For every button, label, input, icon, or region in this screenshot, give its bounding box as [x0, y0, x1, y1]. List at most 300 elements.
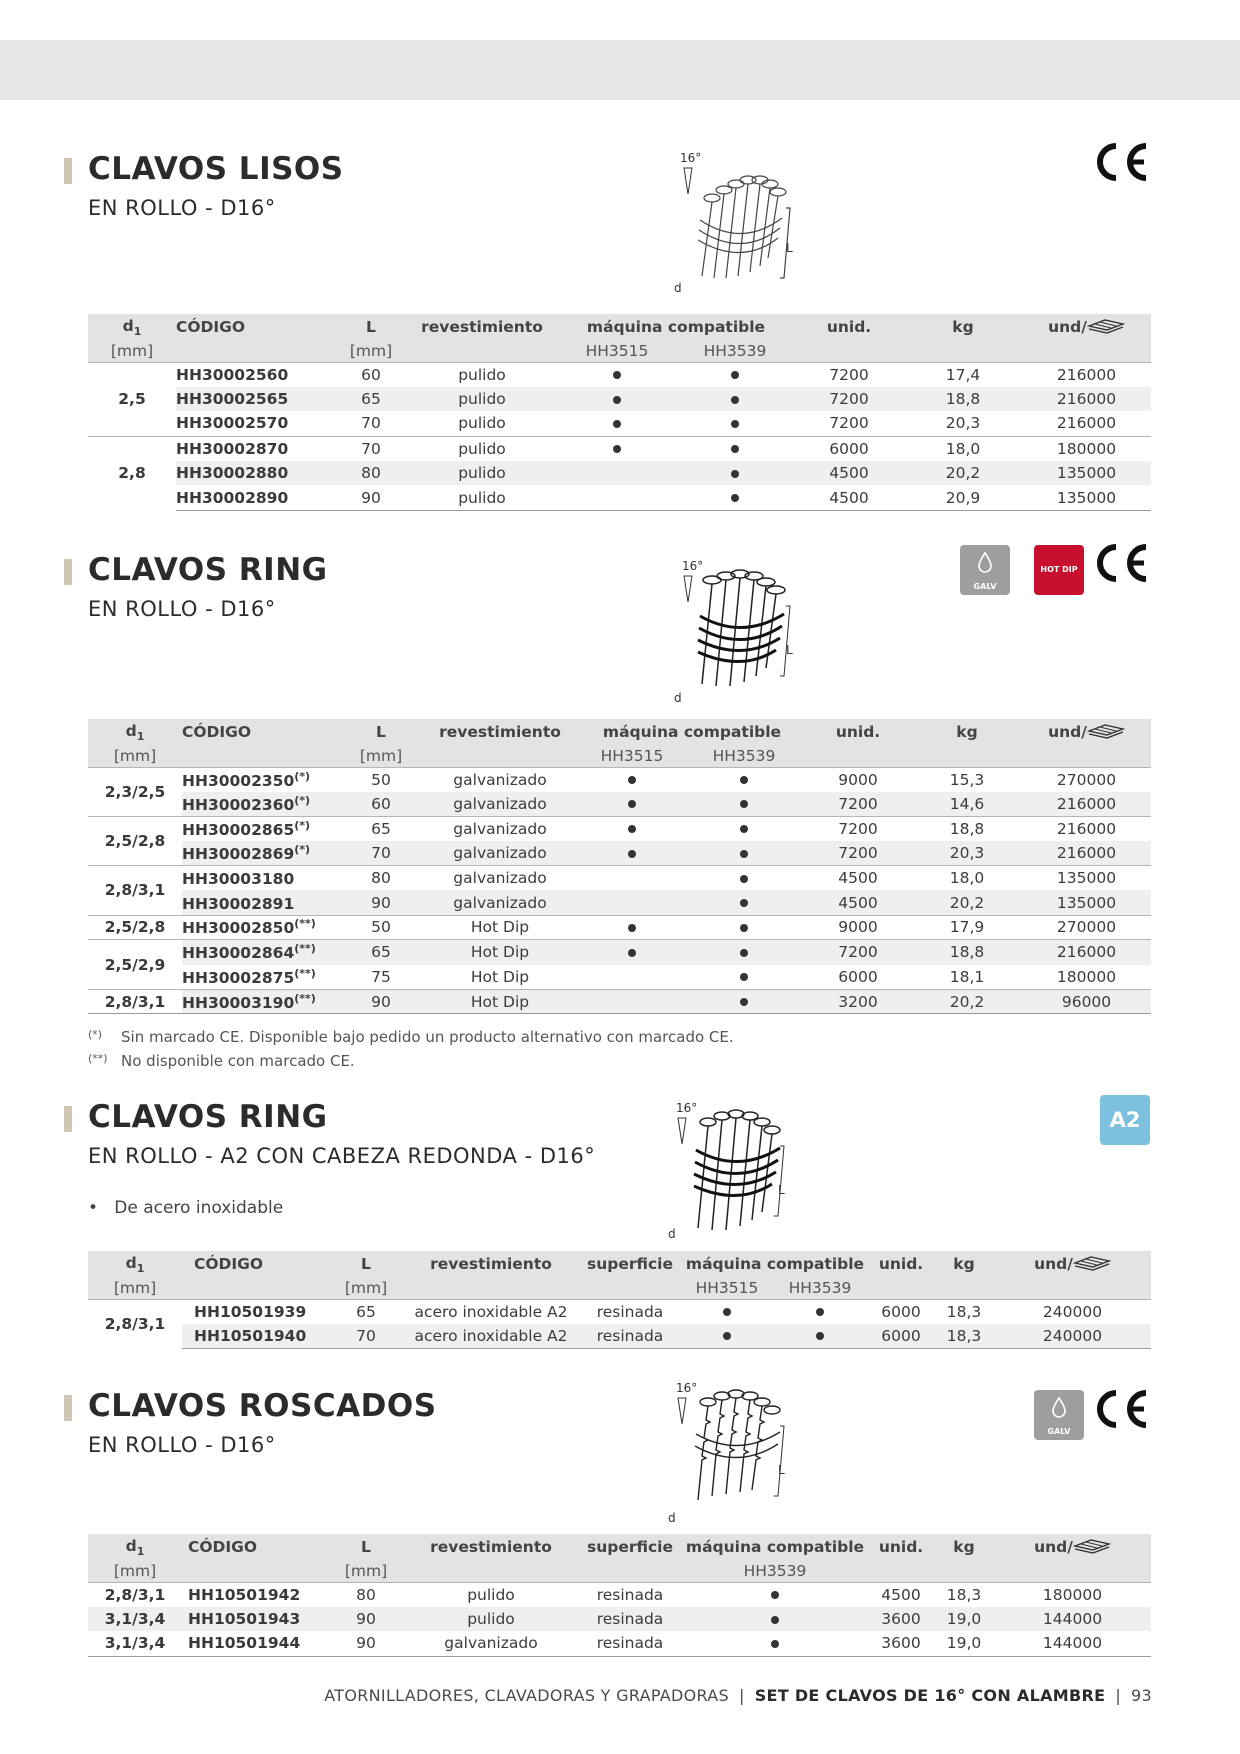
compat-hh3515 [580, 767, 684, 792]
weight-cell: 18,0 [904, 436, 1022, 461]
compat-hh3539 [676, 362, 794, 387]
svg-text:L: L [786, 241, 793, 255]
units-cell: 9000 [838, 770, 878, 789]
code-cell: HH30002891 [182, 890, 342, 915]
drop-icon [977, 551, 993, 573]
diameter-cell: 3,1/3,4 [88, 1631, 182, 1656]
length-cell: 70 [328, 1324, 404, 1349]
diameter-cell: 2,5/2,8 [88, 816, 182, 865]
col-und-pallet: und/ [1022, 314, 1151, 340]
code-cell: HH30002869(*) [182, 841, 342, 866]
galv-badge: GALV [1034, 1390, 1084, 1440]
compat-hh3515 [580, 989, 684, 1014]
coating-cell: Hot Dip [470, 967, 530, 986]
col-d1: $d_1$ [88, 719, 182, 745]
table-row [88, 989, 1151, 1014]
length-cell: 80 [342, 866, 420, 891]
col-und-pallet: und/ [994, 1251, 1151, 1277]
pallet-units-cell: 270000 [1022, 915, 1151, 940]
length-cell: 90 [328, 1607, 404, 1632]
length-cell: 50 [342, 915, 420, 940]
compat-hh3539 [684, 792, 804, 817]
svg-text:L: L [786, 643, 793, 657]
compat-hh3539 [684, 767, 804, 792]
weight-cell: 18,8 [904, 387, 1022, 412]
diameter-cell: 2,3/2,5 [104, 782, 166, 801]
code-cell: HH30003180 [182, 866, 342, 891]
length-cell: 65 [342, 940, 420, 965]
coating-cell: pulido [406, 461, 558, 486]
compat-hh3539 [682, 1582, 868, 1607]
diameter-cell: 2,8/3,1 [88, 989, 182, 1014]
code-cell: HH30002865(*) [182, 816, 342, 841]
section-subtitle: EN ROLLO - D16° [88, 1433, 276, 1457]
col-unid: unid. [868, 1251, 934, 1277]
code-cell: HH30002350(*) [182, 769, 311, 790]
col-d1-unit: [mm] [88, 340, 176, 362]
footer-category: ATORNILLADORES, CLAVADORAS Y GRAPADORAS [324, 1686, 730, 1705]
compat-hh3539 [684, 866, 804, 891]
col-d1: $d_1$ [88, 1534, 182, 1560]
units-cell: 4500 [794, 485, 904, 510]
svg-text:d: d [668, 1511, 676, 1525]
code-cell: HH10501939 [194, 1302, 307, 1321]
coating-cell: pulido [404, 1607, 578, 1632]
col-d1: $d_1$ [88, 1251, 182, 1277]
col-hh3539: HH3539 [772, 1277, 868, 1299]
diameter-cell: 2,5/2,9 [88, 940, 182, 989]
coil-nail-illustration [668, 1378, 798, 1528]
code-cell: HH10501944 [182, 1631, 328, 1656]
footnote: (**) No disponible con marcado CE. [88, 1052, 355, 1070]
compat-hh3515 [558, 387, 676, 412]
coating-cell: pulido [406, 485, 558, 510]
compat-hh3539 [676, 436, 794, 461]
weight-cell: 18,8 [912, 940, 1022, 965]
footer-section: SET DE CLAVOS DE 16° CON ALAMBRE [754, 1686, 1106, 1705]
section-subtitle: EN ROLLO - A2 CON CABEZA REDONDA - D16° [88, 1144, 596, 1168]
length-cell: 90 [342, 890, 420, 915]
col-unid: unid. [868, 1534, 934, 1560]
weight-cell: 17,4 [945, 365, 981, 384]
svg-text:L: L [778, 1183, 785, 1197]
weight-cell: 20,2 [912, 890, 1022, 915]
pallet-units-cell: 96000 [1022, 989, 1151, 1014]
pallet-icon [1073, 1255, 1111, 1273]
compat-hh3539 [676, 387, 794, 412]
section-marker [64, 1106, 72, 1132]
table-row [88, 890, 1151, 915]
pallet-units-cell: 270000 [1056, 770, 1117, 789]
coating-cell: pulido [458, 365, 506, 384]
coil-nail-illustration [672, 148, 802, 298]
units-cell: 4500 [804, 890, 912, 915]
units-cell: 9000 [804, 915, 912, 940]
col-hh3539: HH3539 [682, 1560, 868, 1582]
units-cell: 7200 [794, 387, 904, 412]
product-table [88, 1251, 1151, 1349]
length-cell: 80 [356, 1585, 376, 1604]
col-l: L [328, 1251, 404, 1277]
diameter-cell: 2,8 [88, 436, 176, 510]
coating-cell: pulido [406, 436, 558, 461]
section-subtitle: EN ROLLO - D16° [88, 597, 276, 621]
col-revestimiento: revestimiento [420, 719, 580, 745]
col-hh3539: HH3539 [684, 745, 804, 767]
drop-icon [1051, 1396, 1067, 1418]
svg-text:L: L [778, 1463, 785, 1477]
col-revestimiento: revestimiento [404, 1534, 578, 1560]
surface-cell: resinada [578, 1607, 682, 1632]
compat-hh3515 [580, 866, 684, 891]
coil-nail-illustration [668, 1098, 798, 1248]
code-cell: HH10501943 [182, 1607, 328, 1632]
table-row [88, 1582, 1151, 1607]
pallet-icon [1087, 318, 1125, 336]
col-hh3515: HH3515 [682, 1277, 772, 1299]
product-table [88, 1534, 1151, 1657]
weight-cell: 18,1 [949, 967, 985, 986]
col-unid: unid. [804, 719, 912, 745]
pallet-units-cell: 144000 [994, 1607, 1151, 1632]
coating-cell: pulido [458, 414, 506, 433]
pallet-icon [1087, 723, 1125, 741]
table-row [88, 1607, 1151, 1632]
compat-hh3539 [684, 841, 804, 866]
code-cell: HH30002565 [176, 387, 336, 412]
col-l: L [342, 719, 420, 745]
length-cell: 65 [356, 1302, 376, 1321]
pallet-units-cell: 144000 [994, 1631, 1151, 1656]
galv-badge: GALV [960, 545, 1010, 595]
col-codigo: CÓDIGO [182, 1251, 328, 1277]
col-kg: kg [934, 1251, 994, 1277]
col-superficie: superficie [578, 1251, 682, 1277]
weight-cell: 18,0 [912, 866, 1022, 891]
table-row [88, 1299, 1151, 1324]
surface-cell: resinada [578, 1631, 682, 1656]
weight-cell: 18,3 [946, 1302, 982, 1321]
compat-hh3515 [682, 1299, 772, 1324]
compat-hh3539 [684, 989, 804, 1014]
col-hh3515: HH3515 [580, 745, 684, 767]
table-row [88, 965, 1151, 990]
length-cell: 90 [342, 989, 420, 1014]
weight-cell: 18,3 [934, 1324, 994, 1349]
pallet-icon [1073, 1538, 1111, 1556]
svg-text:d: d [674, 281, 682, 295]
col-codigo: CÓDIGO [176, 314, 336, 340]
compat-hh3539 [682, 1607, 868, 1632]
units-cell: 6000 [794, 436, 904, 461]
page-footer: ATORNILLADORES, CLAVADORAS Y GRAPADORAS | SET DE CLAVOS DE 16° CON ALAMBRE | 93 [324, 1686, 1152, 1705]
weight-cell: 14,6 [912, 792, 1022, 817]
compat-hh3515 [558, 436, 676, 461]
units-cell: 7200 [829, 414, 869, 433]
pallet-units-cell: 216000 [1056, 365, 1117, 384]
svg-text:16°: 16° [682, 559, 704, 573]
product-table [88, 314, 1151, 511]
table-row [88, 940, 1151, 965]
coating-cell: Hot Dip [420, 989, 580, 1014]
col-hh3539: HH3539 [676, 340, 794, 362]
length-cell: 50 [371, 770, 391, 789]
compat-hh3539 [684, 915, 804, 940]
coil-nail-illustration [672, 556, 802, 706]
col-revestimiento: revestimiento [404, 1251, 578, 1277]
weight-cell: 18,3 [946, 1585, 982, 1604]
table-row [88, 915, 1151, 940]
col-revestimiento: revestimiento [406, 314, 558, 340]
col-und-pallet: und/ [1022, 719, 1151, 745]
length-cell: 90 [328, 1631, 404, 1656]
pallet-units-cell: 216000 [1022, 387, 1151, 412]
units-cell: 3600 [868, 1631, 934, 1656]
code-cell: HH30002360(*) [182, 792, 342, 817]
col-l-unit: [mm] [328, 1277, 404, 1299]
compat-hh3515 [580, 816, 684, 841]
pallet-units-cell: 240000 [994, 1324, 1151, 1349]
code-cell: HH10501940 [182, 1324, 328, 1349]
col-hh3515: HH3515 [558, 340, 676, 362]
top-banner [0, 40, 1240, 100]
pallet-units-cell: 216000 [1022, 940, 1151, 965]
length-cell: 60 [342, 792, 420, 817]
code-cell: HH30002570 [176, 414, 289, 433]
pallet-units-cell: 216000 [1056, 414, 1117, 433]
length-cell: 60 [361, 365, 381, 384]
code-cell: HH30003190(**) [182, 989, 342, 1014]
col-d1-unit: [mm] [88, 1560, 182, 1582]
length-cell: 90 [336, 485, 406, 510]
units-cell: 3600 [868, 1607, 934, 1632]
section-title: CLAVOS ROSCADOS [88, 1388, 437, 1424]
weight-cell: 19,0 [934, 1607, 994, 1632]
coating-cell: Hot Dip [420, 940, 580, 965]
compat-hh3515 [580, 890, 684, 915]
col-codigo: CÓDIGO [182, 719, 342, 745]
compat-hh3539 [684, 965, 804, 990]
surface-cell: resinada [578, 1324, 682, 1349]
units-cell: 4500 [804, 866, 912, 891]
pallet-units-cell: 135000 [1022, 461, 1151, 486]
weight-cell: 20,2 [912, 989, 1022, 1014]
units-cell: 7200 [829, 365, 869, 384]
code-cell: HH30002875(**) [182, 966, 316, 987]
coating-cell: acero inoxidable A2 [404, 1324, 578, 1349]
units-cell: 7200 [804, 816, 912, 841]
col-kg: kg [912, 719, 1022, 745]
feature-bullet: • De acero inoxidable [88, 1198, 284, 1218]
col-maquina: máquina compatible [682, 1251, 868, 1277]
ce-mark-icon [1094, 140, 1150, 184]
weight-cell: 19,0 [934, 1631, 994, 1656]
code-cell: HH30002870 [176, 436, 336, 461]
table-row [88, 1631, 1151, 1656]
col-d1: $d_1$ [88, 314, 176, 340]
svg-text:16°: 16° [676, 1101, 698, 1115]
coating-cell: pulido [406, 387, 558, 412]
weight-cell: 20,9 [904, 485, 1022, 510]
length-cell: 65 [342, 816, 420, 841]
table-row [88, 816, 1151, 841]
units-cell: 4500 [881, 1585, 921, 1604]
table-row [88, 461, 1151, 486]
col-maquina: máquina compatible [682, 1534, 868, 1560]
table-row [88, 411, 1151, 436]
section-title: CLAVOS RING [88, 552, 328, 588]
weight-cell: 20,3 [945, 414, 981, 433]
svg-text:d: d [674, 691, 682, 705]
length-cell: 65 [336, 387, 406, 412]
a2-badge: A2 [1100, 1095, 1150, 1145]
code-cell: HH30002864(**) [182, 940, 342, 965]
compat-hh3515 [558, 485, 676, 510]
length-cell: 70 [336, 436, 406, 461]
units-cell: 3200 [804, 989, 912, 1014]
compat-hh3515 [682, 1324, 772, 1349]
weight-cell: 18,8 [912, 816, 1022, 841]
coating-cell: galvanizado [404, 1631, 578, 1656]
table-row [88, 436, 1151, 461]
units-cell: 7200 [804, 940, 912, 965]
compat-hh3539 [684, 816, 804, 841]
units-cell: 7200 [804, 841, 912, 866]
pallet-units-cell: 180000 [1056, 967, 1117, 986]
table-row [88, 841, 1151, 866]
coating-cell: Hot Dip [420, 915, 580, 940]
pallet-units-cell: 216000 [1022, 792, 1151, 817]
compat-hh3515 [580, 915, 684, 940]
coating-cell: galvanizado [420, 866, 580, 891]
col-unid: unid. [794, 314, 904, 340]
units-cell: 6000 [881, 1302, 921, 1321]
footnotes [88, 1028, 734, 1076]
table-row [88, 485, 1151, 510]
pallet-units-cell: 135000 [1022, 485, 1151, 510]
length-cell: 80 [336, 461, 406, 486]
col-kg: kg [934, 1534, 994, 1560]
table-row [88, 792, 1151, 817]
compat-hh3539 [682, 1631, 868, 1656]
compat-hh3515 [558, 461, 676, 486]
section-title: CLAVOS LISOS [88, 151, 344, 187]
product-table [88, 719, 1151, 1014]
coating-cell: galvanizado [420, 792, 580, 817]
section-marker [64, 559, 72, 585]
diameter-cell: 2,8/3,1 [104, 1585, 166, 1604]
weight-cell: 20,3 [912, 841, 1022, 866]
surface-cell: resinada [596, 1302, 664, 1321]
compat-hh3515 [580, 940, 684, 965]
section-marker [64, 1395, 72, 1421]
footnote: (*) Sin marcado CE. Disponible bajo pedido un producto alternativo con marcado CE. [88, 1028, 734, 1046]
compat-hh3539 [676, 485, 794, 510]
compat-hh3515 [580, 792, 684, 817]
compat-hh3539 [676, 411, 794, 436]
units-cell: 6000 [838, 967, 878, 986]
pallet-units-cell: 180000 [1042, 1585, 1103, 1604]
diameter-cell: 2,5 [118, 390, 146, 409]
section-marker [64, 158, 72, 184]
coating-cell: galvanizado [420, 841, 580, 866]
col-d1-unit: [mm] [88, 1277, 182, 1299]
code-cell: HH30002890 [176, 485, 336, 510]
code-cell: HH30002560 [176, 365, 289, 384]
diameter-cell: 2,5/2,8 [88, 915, 182, 940]
coating-cell: galvanizado [420, 890, 580, 915]
coating-cell: acero inoxidable A2 [414, 1302, 568, 1321]
col-maquina: máquina compatible [580, 719, 804, 745]
units-cell: 7200 [804, 792, 912, 817]
coating-cell: galvanizado [420, 816, 580, 841]
col-maquina: máquina compatible [558, 314, 794, 340]
code-cell: HH30002880 [176, 461, 336, 486]
svg-text:16°: 16° [680, 151, 702, 165]
pallet-units-cell: 216000 [1022, 816, 1151, 841]
col-l: L [336, 314, 406, 340]
weight-cell: 15,3 [949, 770, 985, 789]
units-cell: 6000 [868, 1324, 934, 1349]
svg-text:d: d [668, 1227, 676, 1241]
col-und-pallet: und/ [994, 1534, 1151, 1560]
page-number: 93 [1131, 1686, 1152, 1705]
compat-hh3539 [676, 461, 794, 486]
section-title: CLAVOS RING [88, 1099, 328, 1135]
hot-dip-badge: HOT DIP [1034, 545, 1084, 595]
coating-cell: pulido [467, 1585, 515, 1604]
col-l-unit: [mm] [342, 745, 420, 767]
pallet-units-cell: 180000 [1022, 436, 1151, 461]
col-l-unit: [mm] [336, 340, 406, 362]
pallet-units-cell: 135000 [1022, 890, 1151, 915]
table-row [88, 387, 1151, 412]
diameter-cell: 2,8/3,1 [88, 866, 182, 915]
table-row [88, 362, 1151, 387]
length-cell: 70 [361, 414, 381, 433]
ce-mark-icon [1094, 541, 1150, 585]
col-d1-unit: [mm] [88, 745, 182, 767]
col-l: L [328, 1534, 404, 1560]
diameter-cell: 2,8/3,1 [104, 1314, 166, 1333]
pallet-units-cell: 216000 [1022, 841, 1151, 866]
compat-hh3539 [772, 1324, 868, 1349]
length-cell: 75 [371, 967, 391, 986]
table-row [88, 767, 1151, 792]
surface-cell: resinada [596, 1585, 664, 1604]
compat-hh3539 [772, 1299, 868, 1324]
col-superficie: superficie [578, 1534, 682, 1560]
code-cell: HH10501942 [188, 1585, 301, 1604]
section-subtitle: EN ROLLO - D16° [88, 196, 276, 220]
ce-mark-icon [1094, 1387, 1150, 1431]
compat-hh3539 [684, 890, 804, 915]
col-l-unit: [mm] [328, 1560, 404, 1582]
weight-cell: 17,9 [912, 915, 1022, 940]
code-cell: HH30002850(**) [182, 915, 342, 940]
units-cell: 4500 [794, 461, 904, 486]
svg-text:16°: 16° [676, 1381, 698, 1395]
table-row [88, 1324, 1151, 1349]
compat-hh3539 [684, 940, 804, 965]
col-codigo: CÓDIGO [182, 1534, 328, 1560]
compat-hh3515 [558, 411, 676, 436]
compat-hh3515 [580, 841, 684, 866]
length-cell: 70 [342, 841, 420, 866]
weight-cell: 20,2 [904, 461, 1022, 486]
compat-hh3515 [558, 362, 676, 387]
col-kg: kg [904, 314, 1022, 340]
